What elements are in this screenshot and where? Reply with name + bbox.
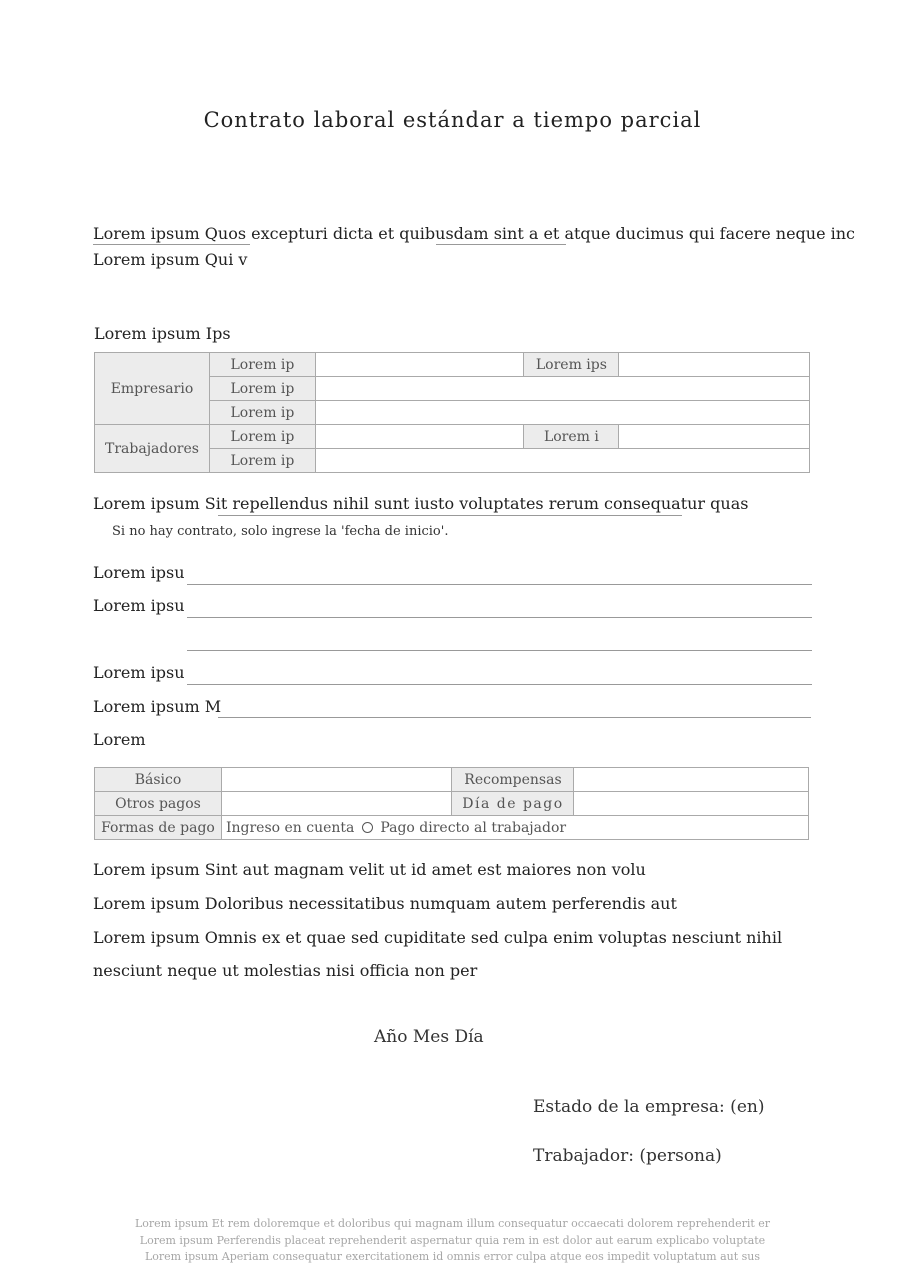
footer-line-3: Lorem ipsum Aperiam consequatur exercitationem id omnis error culpa atque eos impedit voluptatum aut sus [144, 1250, 761, 1263]
period-text: Lorem ipsum Sit repellendus nihil sunt iusto voluptates rerum consequatur quas [93, 494, 749, 513]
employer-field[interactable] [315, 377, 809, 401]
signature-worker: Trabajador: (persona) [533, 1146, 722, 1166]
employer-label: Empresario [95, 353, 210, 425]
clause-4: nesciunt neque ut molestias nisi officia non per [93, 961, 478, 980]
method-direct-payment[interactable]: Pago directo al trabajador [380, 819, 567, 836]
clause-1: Lorem ipsum Sint aut magnam velit ut id amet est maiores non volu [93, 860, 646, 879]
field-line-2b[interactable] [187, 650, 812, 651]
employer-side-label: Lorem ips [524, 353, 619, 377]
worker-field[interactable] [315, 425, 524, 449]
signature-company: Estado de la empresa: (en) [533, 1097, 765, 1117]
payday-field[interactable] [574, 792, 809, 816]
method-bank-deposit[interactable]: Ingreso en cuenta [225, 819, 355, 836]
footer-line-2: Lorem ipsum Perferendis placeat reprehenderit aspernatur quia rem in est dolor aut earum explicabo voluptate [139, 1234, 766, 1247]
field-line-2[interactable] [187, 617, 812, 618]
field-line-4[interactable] [218, 717, 811, 718]
period-underline [218, 515, 682, 516]
payday-label: Día de pago [452, 792, 574, 816]
field-label-2: Lorem ipsu [93, 596, 185, 615]
worker-row-label: Lorem ip [209, 449, 315, 473]
period-note: Si no hay contrato, solo ingrese la 'fecha de inicio'. [112, 524, 449, 539]
intro-underline-2 [436, 244, 566, 245]
clause-2: Lorem ipsum Doloribus necessitatibus numquam autem perferendis aut [93, 894, 677, 913]
field-label-5: Lorem [93, 730, 146, 749]
intro-line-2: Lorem ipsum Qui v [93, 250, 248, 269]
workers-label: Trabajadores [95, 425, 210, 473]
other-pay-label: Otros pagos [95, 792, 222, 816]
date-line: Año Mes Día [374, 1027, 484, 1047]
clause-3: Lorem ipsum Omnis ex et quae sed cupiditate sed culpa enim voluptas nesciunt nihil [93, 928, 783, 947]
intro-line-1: Lorem ipsum Quos excepturi dicta et quibusdam sint a et atque ducimus qui facere neque inc [93, 224, 856, 243]
field-label-4: Lorem ipsum M [93, 697, 222, 716]
field-label-3: Lorem ipsu [93, 663, 185, 682]
worker-side-label: Lorem i [524, 425, 619, 449]
employer-field[interactable] [315, 353, 524, 377]
worker-field[interactable] [315, 449, 809, 473]
other-pay-field[interactable] [221, 792, 452, 816]
basic-label: Básico [95, 768, 222, 792]
radio-icon[interactable] [362, 822, 373, 833]
worker-side-field[interactable] [619, 425, 810, 449]
rewards-field[interactable] [574, 768, 809, 792]
employer-row-label: Lorem ip [209, 401, 315, 425]
document-title: Contrato laboral estándar a tiempo parcial [203, 108, 702, 132]
field-label-1: Lorem ipsu [93, 563, 185, 582]
field-line-3[interactable] [187, 684, 812, 685]
employer-side-field[interactable] [619, 353, 810, 377]
payment-methods-label: Formas de pago [95, 816, 222, 840]
worker-row-label: Lorem ip [209, 425, 315, 449]
parties-heading: Lorem ipsum Ips [94, 324, 231, 343]
rewards-label: Recompensas [452, 768, 574, 792]
field-line-1[interactable] [187, 584, 812, 585]
employer-field[interactable] [315, 401, 809, 425]
employer-row-label: Lorem ip [209, 377, 315, 401]
payment-methods-options [221, 816, 808, 840]
intro-underline-1 [93, 244, 250, 245]
basic-field[interactable] [221, 768, 452, 792]
pay-table [94, 767, 809, 840]
employer-row-label: Lorem ip [209, 353, 315, 377]
footer-line-1: Lorem ipsum Et rem doloremque et doloribus qui magnam illum consequatur occaecati dolorem reprehenderit er [134, 1217, 771, 1230]
parties-table [94, 352, 810, 473]
